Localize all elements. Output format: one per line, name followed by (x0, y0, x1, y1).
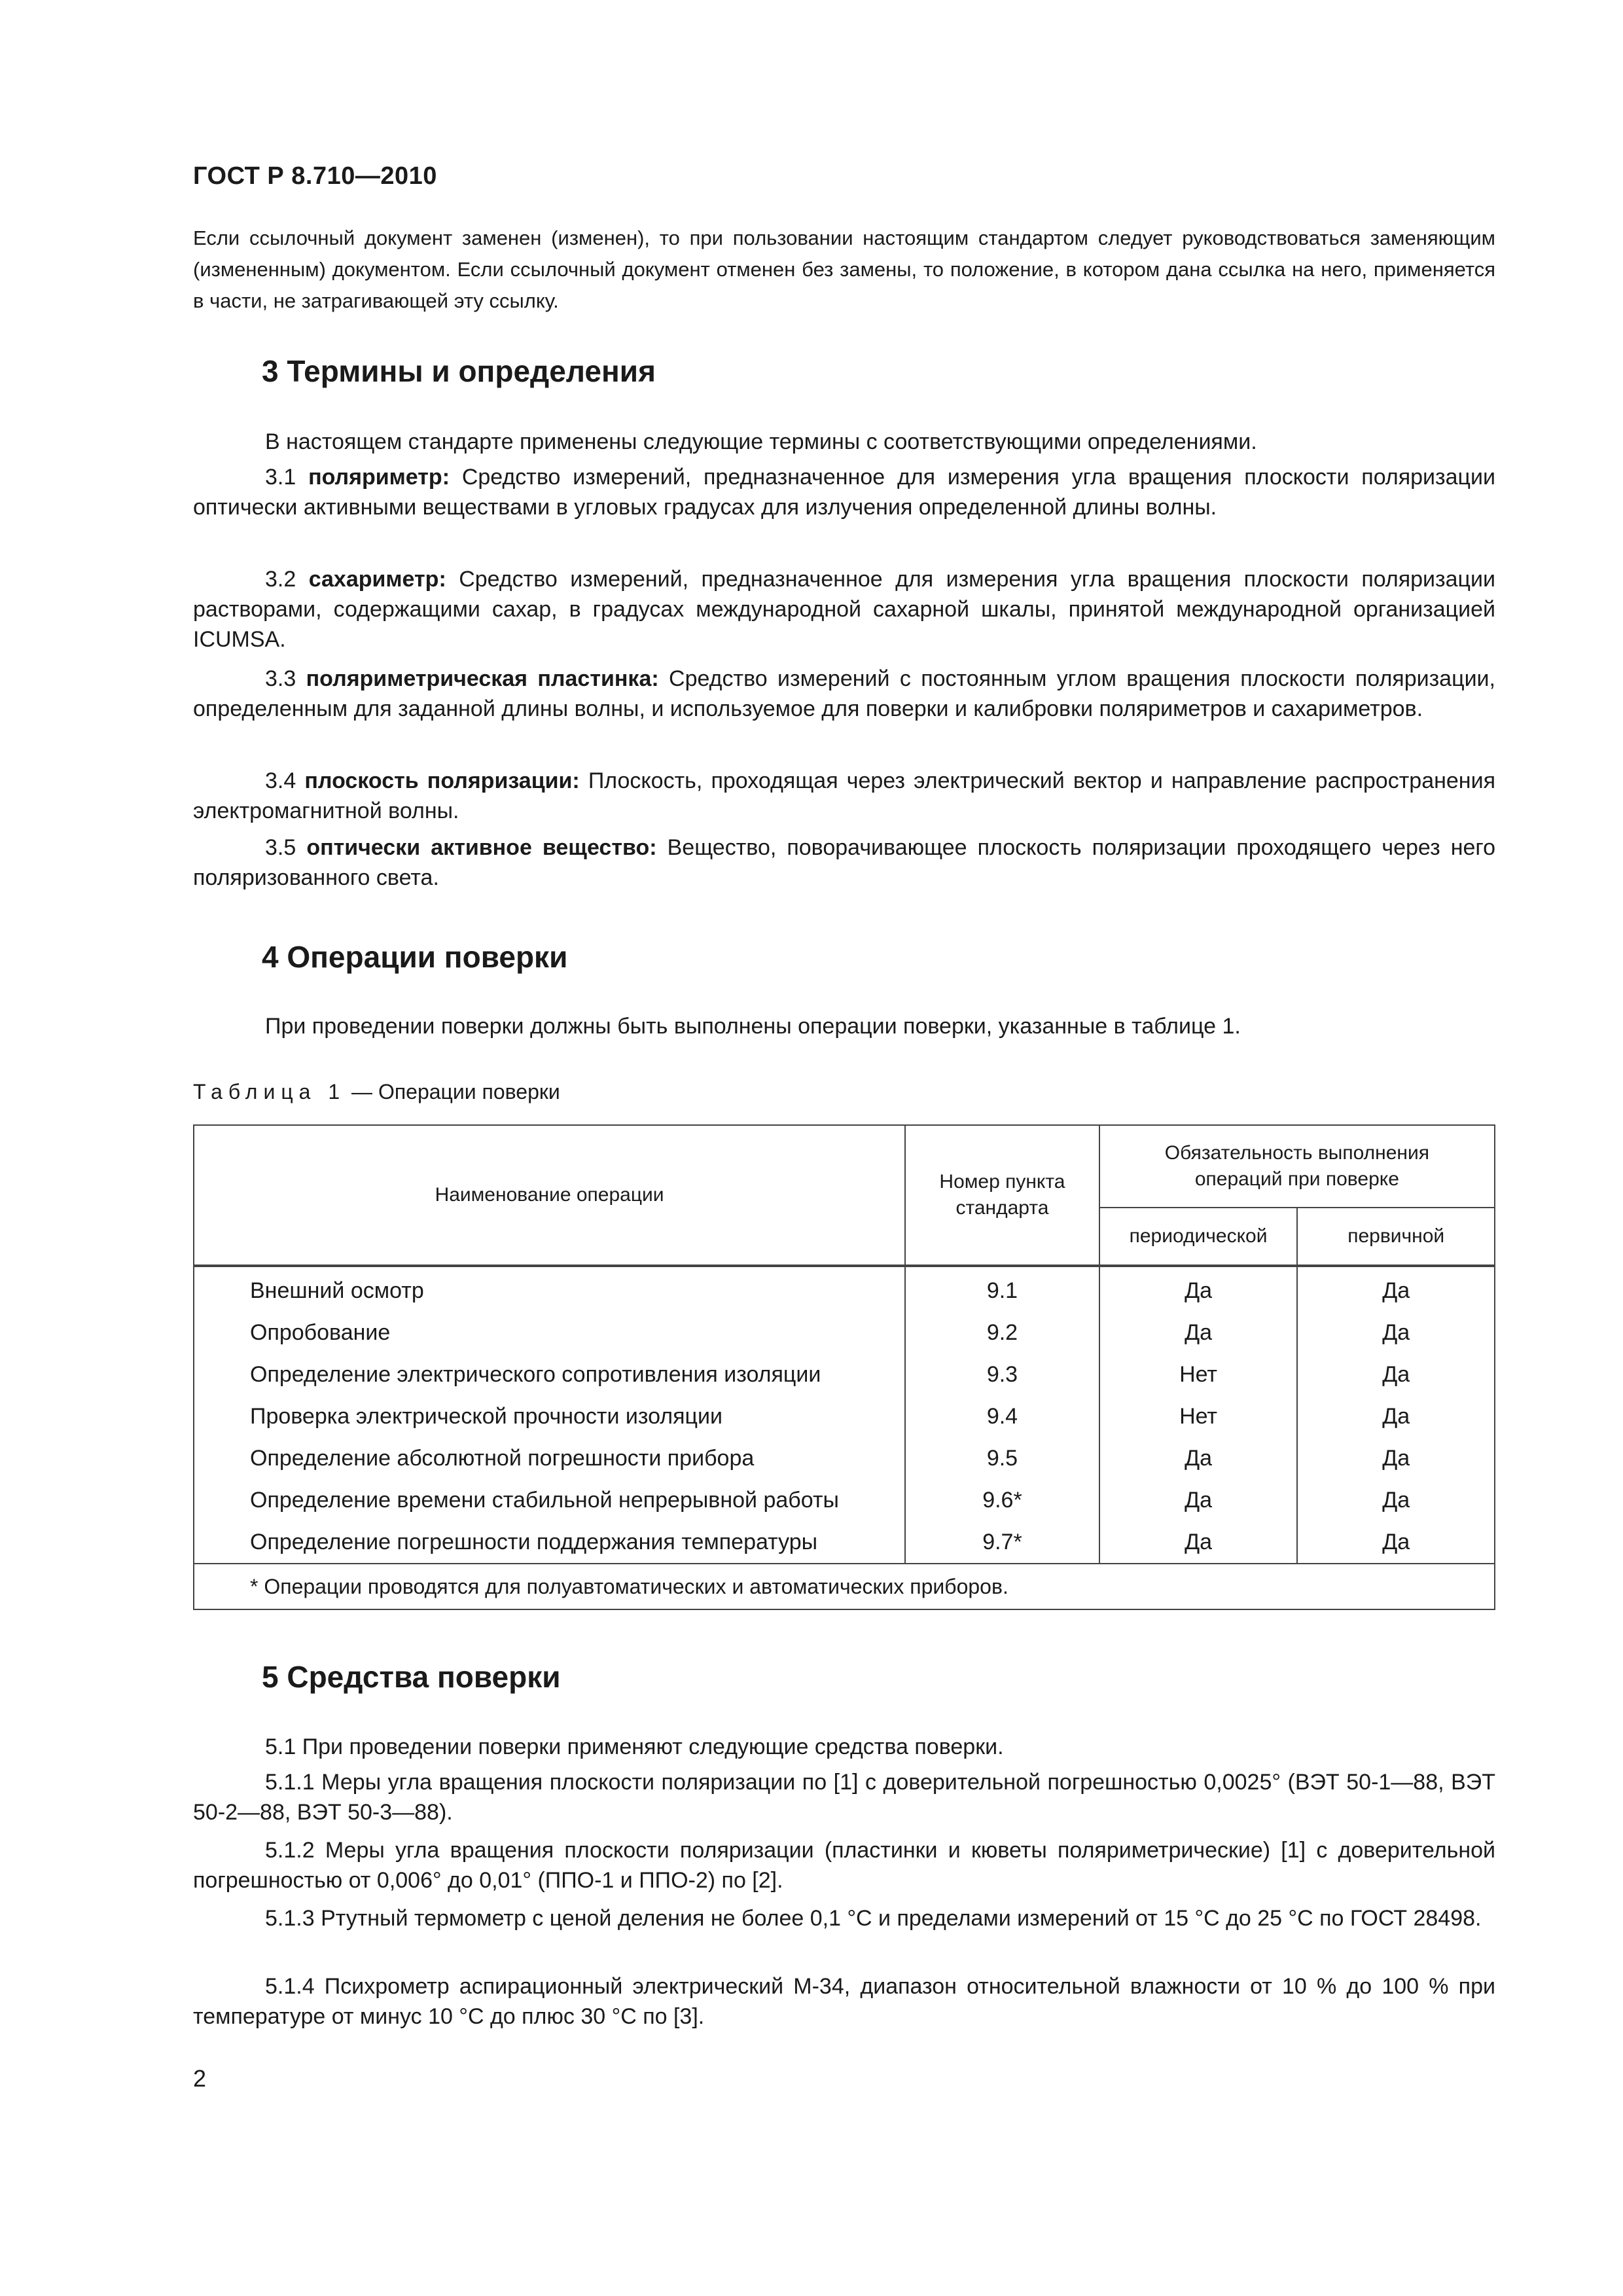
table-row (194, 1266, 1495, 1312)
clause-number: 9.1 (905, 1266, 1099, 1312)
table-footnote: * Операции проводятся для полуавтоматических и автоматических приборов. (194, 1564, 1495, 1609)
table-row (194, 1354, 1495, 1395)
operation-name: Определение погрешности поддержания температуры (194, 1521, 905, 1564)
term-name: плоскость поляризации: (304, 768, 580, 793)
periodic-value: Нет (1099, 1395, 1298, 1437)
primary-value: Да (1297, 1479, 1495, 1521)
term-definition: Средство измерений, предназначенное для измерения угла вращения плоскости поляризации оптически активными веществами в угловых градусах для излучения определенной длины волны. (193, 465, 1495, 520)
term-definition: Плоскость, проходящая через электрический вектор и направление распространения электромагнитной волны. (193, 768, 1495, 823)
section-3-title: 3 Термины и определения (262, 354, 656, 388)
operation-name: Проверка электрической прочности изоляции (194, 1395, 905, 1437)
section-4-intro: При проведении поверки должны быть выполнены операции поверки, указанные в таблице 1. (265, 1014, 1241, 1039)
term-definition: Вещество, поворачивающее плоскость поляризации проходящего через него поляризованного света. (193, 835, 1495, 890)
clause-5-1-1: 5.1.1 Меры угла вращения плоскости поляризации по [1] с доверительной погрешностью 0,0025° (ВЭТ 50-1—88, ВЭТ 50-2—88, ВЭТ 50-3—88). (193, 1770, 1495, 1825)
periodic-value: Да (1099, 1266, 1298, 1312)
operation-name: Определение абсолютной погрешности прибора (194, 1437, 905, 1479)
periodic-value: Да (1099, 1312, 1298, 1354)
table-row (194, 1479, 1495, 1521)
term-3-1 (193, 462, 1495, 522)
primary-value: Да (1297, 1354, 1495, 1395)
term-name: поляриметрическая пластинка: (306, 666, 659, 691)
term-3-5 (193, 833, 1495, 893)
header-mandatory: Обязательность выполнения операций при поверке (1099, 1125, 1495, 1208)
term-name: оптически активное вещество: (306, 835, 657, 860)
table-caption (193, 1080, 560, 1104)
term-definition: Средство измерений с постоянным углом вращения плоскости поляризации, определенным для заданной длины волны, и используемое для поверки и калибровки поляриметров и сахариметров. (193, 666, 1495, 721)
table-caption-text: — Операции поверки (346, 1080, 560, 1103)
term-3-3 (193, 664, 1495, 724)
table-row (194, 1521, 1495, 1564)
primary-value: Да (1297, 1266, 1495, 1312)
clause-number: 9.2 (905, 1312, 1099, 1354)
operation-name: Определение электрического сопротивления изоляции (194, 1354, 905, 1395)
intro-paragraph: Если ссылочный документ заменен (изменен), то при пользовании настоящим стандартом следует руководствоваться заменяющим (измененным) документом. Если ссылочный документ отменен без замены, то положение, в котором дана ссылка на него, применяется в части, не затрагивающей эту ссылку. (193, 226, 1495, 312)
primary-value: Да (1297, 1521, 1495, 1564)
periodic-value: Да (1099, 1521, 1298, 1564)
term-3-4 (193, 766, 1495, 826)
clause-5-1-2: 5.1.2 Меры угла вращения плоскости поляризации (пластинки и кюветы поляриметрические) [1] с доверительной погрешностью от 0,006° до 0,01° (ППО-1 и ППО-2) по [2]. (193, 1838, 1495, 1893)
periodic-value: Да (1099, 1437, 1298, 1479)
term-number: 3.1 (265, 465, 296, 490)
page-number: 2 (193, 2065, 207, 2092)
table-row (194, 1312, 1495, 1354)
term-number: 3.2 (265, 567, 296, 592)
table-row (194, 1395, 1495, 1437)
term-definition: Средство измерений, предназначенное для измерения угла вращения плоскости поляризации растворами, содержащими сахар, в градусах международной сахарной шкалы, принятой международной организацией ICUMSA. (193, 567, 1496, 652)
periodic-value: Нет (1099, 1354, 1298, 1395)
header-operation-name: Наименование операции (194, 1125, 905, 1266)
section-4-title: 4 Операции поверки (262, 940, 568, 974)
primary-value: Да (1297, 1312, 1495, 1354)
clause-number: 9.6* (905, 1479, 1099, 1521)
header-clause-number: Номер пункта стандарта (905, 1125, 1099, 1266)
periodic-value: Да (1099, 1479, 1298, 1521)
term-number: 3.3 (265, 666, 296, 691)
operation-name: Внешний осмотр (194, 1266, 905, 1312)
term-number: 3.5 (265, 835, 296, 860)
operation-name: Опробование (194, 1312, 905, 1354)
primary-value: Да (1297, 1437, 1495, 1479)
clause-5-1-4: 5.1.4 Психрометр аспирационный электрический М-34, диапазон относительной влажности от 10 % до 100 % при температуре от минус 10 °С до плюс 30 °С по [3]. (193, 1974, 1495, 2029)
clause-number: 9.3 (905, 1354, 1099, 1395)
operations-table (193, 1124, 1495, 1610)
clause-5-1-3: 5.1.3 Ртутный термометр с ценой деления не более 0,1 °С и пределами измерений от 15 °С до 25 °С по ГОСТ 28498. (265, 1906, 1482, 1931)
document-header: ГОСТ Р 8.710—2010 (193, 162, 437, 190)
clause-number: 9.5 (905, 1437, 1099, 1479)
section-3-intro: В настоящем стандарте применены следующие термины с соответствующими определениями. (265, 429, 1257, 454)
primary-value: Да (1297, 1395, 1495, 1437)
term-name: поляриметр: (308, 465, 450, 490)
clause-number: 9.7* (905, 1521, 1099, 1564)
header-periodic: периодической (1099, 1208, 1298, 1266)
term-number: 3.4 (265, 768, 296, 793)
table-row (194, 1437, 1495, 1479)
header-primary: первичной (1297, 1208, 1495, 1266)
table-caption-label: Таблица 1 (193, 1080, 346, 1103)
clause-number: 9.4 (905, 1395, 1099, 1437)
operation-name: Определение времени стабильной непрерывной работы (194, 1479, 905, 1521)
clause-5-1: 5.1 При проведении поверки применяют следующие средства поверки. (265, 1734, 1004, 1759)
section-5-title: 5 Средства поверки (262, 1660, 561, 1694)
term-3-2 (193, 564, 1495, 655)
term-name: сахариметр: (308, 567, 446, 592)
